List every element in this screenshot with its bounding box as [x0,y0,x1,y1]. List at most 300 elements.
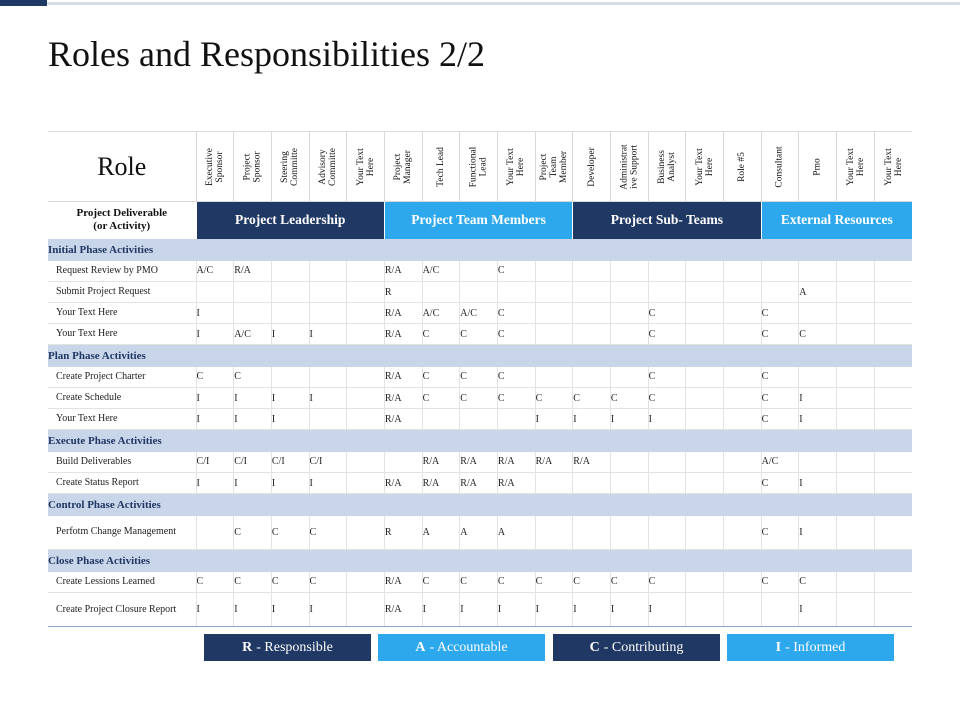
raci-cell: A/C [460,303,498,324]
legend-label: - Responsible [256,639,333,655]
raci-cell [686,367,724,388]
raci-cell: C [234,367,272,388]
role-column-header: Pmo [799,132,837,202]
raci-cell [573,516,611,550]
raci-cell [723,388,761,409]
raci-cell [347,367,385,388]
raci-cell [836,572,874,593]
raci-cell [196,282,234,303]
phase-row [48,239,912,261]
raci-cell: I [271,388,309,409]
raci-cell [573,303,611,324]
raci-cell [460,282,498,303]
raci-cell: I [309,388,347,409]
table-row [48,452,912,473]
raci-cell: I [573,593,611,627]
raci-cell [723,324,761,345]
raci-matrix [48,131,912,627]
role-column-header: Your Text Here [836,132,874,202]
raci-cell [723,282,761,303]
legend-key: C [589,639,600,655]
raci-cell [836,367,874,388]
activity-label: Submit Project Request [48,282,196,303]
raci-cell [460,261,498,282]
activity-label: Create Project Closure Report [48,593,196,627]
raci-cell [610,452,648,473]
raci-cell [347,452,385,473]
raci-cell [723,516,761,550]
role-column-header: Administrat ive Support [610,132,648,202]
activity-label: Request Review by PMO [48,261,196,282]
raci-cell: I [497,593,535,627]
raci-cell: I [196,303,234,324]
raci-cell [648,282,686,303]
raci-cell: R/A [384,572,422,593]
phase-row [48,494,912,516]
raci-cell [799,261,837,282]
table-row [48,367,912,388]
raci-cell [271,282,309,303]
raci-cell: I [535,593,573,627]
raci-cell [723,303,761,324]
raci-cell [723,452,761,473]
raci-cell [610,261,648,282]
raci-cell: R/A [384,409,422,430]
raci-cell [836,473,874,494]
raci-cell [347,388,385,409]
raci-cell: R/A [460,473,498,494]
raci-cell [836,452,874,473]
raci-cell [610,324,648,345]
raci-cell [723,572,761,593]
raci-cell: C [271,572,309,593]
role-column-header: Business Analyst [648,132,686,202]
raci-cell: C [799,324,837,345]
role-column-header: Project Manager [384,132,422,202]
raci-cell [573,324,611,345]
raci-cell: C [497,388,535,409]
raci-cell: R/A [422,473,460,494]
raci-cell [686,388,724,409]
legend-label: - Informed [785,639,846,655]
raci-cell: R/A [384,388,422,409]
raci-cell [309,282,347,303]
raci-cell [874,367,912,388]
legend-key: I [775,639,782,655]
raci-cell: I [799,593,837,627]
raci-cell: R/A [460,452,498,473]
raci-cell: C [761,409,799,430]
phase-row [48,345,912,367]
raci-cell [610,303,648,324]
role-column-header: Your Text Here [874,132,912,202]
raci-cell: I [648,409,686,430]
raci-cell: C [535,388,573,409]
raci-cell [799,452,837,473]
raci-cell [836,409,874,430]
role-column-header: Advisory Committe [309,132,347,202]
activity-label: Create Lessions Learned [48,572,196,593]
raci-cell: A [799,282,837,303]
legend-key: R [242,639,253,655]
raci-cell: I [271,324,309,345]
raci-cell [347,303,385,324]
raci-cell: C [761,367,799,388]
raci-cell: C [497,303,535,324]
raci-cell: C [761,324,799,345]
raci-cell: I [422,593,460,627]
raci-cell [686,409,724,430]
raci-cell: A [460,516,498,550]
raci-cell [347,572,385,593]
raci-cell [610,282,648,303]
raci-cell: C [610,572,648,593]
raci-cell [535,282,573,303]
raci-cell: I [799,409,837,430]
raci-cell [836,516,874,550]
raci-cell: R/A [384,261,422,282]
table-row [48,572,912,593]
raci-cell [836,324,874,345]
activity-label: Your Text Here [48,324,196,345]
raci-cell: C [761,516,799,550]
role-column-header: Project Team Member [535,132,573,202]
raci-cell: I [535,409,573,430]
raci-cell [874,282,912,303]
role-column-header: Functional Lead [460,132,498,202]
raci-cell: I [799,473,837,494]
activity-label: Create Project Charter [48,367,196,388]
raci-cell [686,593,724,627]
raci-cell [686,473,724,494]
group-header: Project Sub- Teams [573,202,761,239]
raci-cell: C [648,572,686,593]
role-header: Role [48,132,196,202]
legend-item [553,634,720,661]
deliverable-header: Project Deliverable (or Activity) [76,207,168,233]
raci-cell: R/A [384,303,422,324]
raci-cell [874,593,912,627]
role-column-header: Steering Committe [271,132,309,202]
raci-cell [686,452,724,473]
activity-label: Create Schedule [48,388,196,409]
raci-cell: R/A [535,452,573,473]
raci-cell [686,261,724,282]
legend-item [204,634,371,661]
raci-cell [422,409,460,430]
phase-label: Plan Phase Activities [48,345,912,367]
raci-cell: R/A [497,452,535,473]
raci-cell: I [271,593,309,627]
raci-cell [723,409,761,430]
raci-cell [610,516,648,550]
raci-cell [836,261,874,282]
raci-cell [384,452,422,473]
raci-cell [573,367,611,388]
raci-cell: C [648,324,686,345]
table-row [48,388,912,409]
raci-cell [723,367,761,388]
raci-cell [648,473,686,494]
table-row [48,324,912,345]
raci-cell: C [271,516,309,550]
raci-cell: C [535,572,573,593]
raci-cell: C [573,572,611,593]
raci-cell: I [309,473,347,494]
role-column-header: Role #5 [723,132,761,202]
top-accent-bar [0,0,47,6]
legend-key: A [415,639,426,655]
raci-cell: C [460,324,498,345]
raci-cell [535,303,573,324]
legend-item [378,634,545,661]
raci-cell [573,473,611,494]
role-column-header: Your Text Here [686,132,724,202]
raci-cell: C/I [271,452,309,473]
raci-cell: C [497,572,535,593]
raci-cell [874,473,912,494]
raci-cell: C [610,388,648,409]
raci-cell: R/A [234,261,272,282]
raci-cell: C [648,303,686,324]
raci-cell: C [309,572,347,593]
raci-cell: C [309,516,347,550]
raci-cell: A/C [761,452,799,473]
raci-cell: I [196,409,234,430]
raci-cell: I [648,593,686,627]
raci-cell: C [497,261,535,282]
raci-cell [874,452,912,473]
raci-cell: I [610,409,648,430]
raci-cell [309,409,347,430]
raci-cell: I [271,473,309,494]
phase-label: Close Phase Activities [48,550,912,572]
raci-cell: C [573,388,611,409]
group-header: External Resources [761,202,912,239]
raci-cell: I [234,409,272,430]
raci-cell [347,409,385,430]
raci-cell: I [573,409,611,430]
raci-cell [836,388,874,409]
raci-cell [422,282,460,303]
table-row [48,303,912,324]
raci-cell [234,282,272,303]
raci-cell: R/A [384,473,422,494]
raci-cell [573,261,611,282]
raci-cell: R/A [573,452,611,473]
role-column-header: Project Sponsor [234,132,272,202]
activity-label: Your Text Here [48,303,196,324]
raci-cell: I [610,593,648,627]
raci-cell [347,473,385,494]
raci-cell: R [384,516,422,550]
raci-cell: I [271,409,309,430]
raci-cell: C [761,572,799,593]
raci-cell [723,473,761,494]
raci-cell [836,282,874,303]
legend-label: - Contributing [603,639,684,655]
raci-cell: A [422,516,460,550]
table-row [48,593,912,627]
raci-cell [874,324,912,345]
raci-cell [347,324,385,345]
raci-cell: A/C [234,324,272,345]
raci-cell [648,452,686,473]
raci-cell: I [799,516,837,550]
raci-cell [723,261,761,282]
raci-cell: R/A [422,452,460,473]
raci-cell [874,516,912,550]
raci-cell [309,303,347,324]
raci-cell [347,516,385,550]
raci-cell: C [799,572,837,593]
raci-cell: R/A [384,324,422,345]
raci-cell: C [422,367,460,388]
role-column-header: Your Text Here [347,132,385,202]
raci-cell [535,516,573,550]
raci-cell [309,261,347,282]
raci-cell: C [761,303,799,324]
raci-cell [874,572,912,593]
raci-cell [271,261,309,282]
raci-cell [535,367,573,388]
raci-cell: R [384,282,422,303]
raci-cell: C [648,367,686,388]
raci-cell [347,593,385,627]
raci-cell: C/I [309,452,347,473]
raci-cell: C/I [196,452,234,473]
table-row [48,473,912,494]
role-column-header: Your Text Here [497,132,535,202]
raci-cell [648,261,686,282]
activity-label: Create Status Report [48,473,196,494]
activity-label: Perfotm Change Management [48,516,196,550]
raci-cell [686,303,724,324]
role-column-header: Tech Lead [422,132,460,202]
raci-cell [347,282,385,303]
raci-cell: R/A [497,473,535,494]
raci-cell [497,282,535,303]
raci-cell [874,409,912,430]
raci-cell [234,303,272,324]
raci-cell: C [761,473,799,494]
raci-cell [610,473,648,494]
raci-cell: C [460,367,498,388]
raci-cell [761,261,799,282]
raci-cell: A/C [196,261,234,282]
raci-cell: C [196,572,234,593]
raci-cell: I [234,388,272,409]
phase-label: Execute Phase Activities [48,430,912,452]
group-header: Project Team Members [384,202,572,239]
raci-cell: C [761,388,799,409]
raci-cell [761,593,799,627]
raci-cell [497,409,535,430]
raci-cell [874,388,912,409]
raci-cell: C [422,388,460,409]
raci-cell [799,367,837,388]
raci-cell [761,282,799,303]
raci-cell [686,516,724,550]
group-header: Project Leadership [196,202,384,239]
raci-cell: C [648,388,686,409]
raci-cell [686,324,724,345]
table-row [48,409,912,430]
raci-cell: I [460,593,498,627]
raci-cell [610,367,648,388]
table-row [48,516,912,550]
phase-label: Control Phase Activities [48,494,912,516]
raci-cell: I [196,388,234,409]
raci-cell: I [196,473,234,494]
raci-cell [309,367,347,388]
raci-cell: A/C [422,303,460,324]
raci-cell [271,367,309,388]
raci-cell [535,261,573,282]
raci-cell [723,593,761,627]
raci-cell: C [460,388,498,409]
activity-label: Build Deliverables [48,452,196,473]
group-header-row [48,202,912,239]
table-row [48,261,912,282]
raci-cell: I [799,388,837,409]
role-column-header: Executive Sponsor [196,132,234,202]
raci-cell: C [497,324,535,345]
raci-cell: I [234,593,272,627]
page-title: Roles and Responsibilities 2/2 [48,34,485,74]
raci-cell: I [309,593,347,627]
raci-cell: C [234,572,272,593]
raci-cell [874,261,912,282]
raci-cell [347,261,385,282]
raci-cell: C [234,516,272,550]
raci-cell [573,282,611,303]
role-header-row [48,132,912,202]
raci-cell [686,282,724,303]
raci-cell: C [196,367,234,388]
activity-label: Your Text Here [48,409,196,430]
top-rule [47,2,960,5]
raci-cell: C [422,572,460,593]
raci-cell [836,593,874,627]
phase-row [48,430,912,452]
phase-label: Initial Phase Activities [48,239,912,261]
raci-cell: R/A [384,593,422,627]
raci-cell [535,324,573,345]
raci-cell: I [196,324,234,345]
raci-cell [271,303,309,324]
raci-cell [836,303,874,324]
role-column-header: Developer [573,132,611,202]
legend-label: - Accountable [429,639,508,655]
raci-cell: A/C [422,261,460,282]
raci-cell: C [460,572,498,593]
role-column-header: Consultant [761,132,799,202]
phase-row [48,550,912,572]
raci-cell: C [422,324,460,345]
raci-cell [648,516,686,550]
raci-cell: I [234,473,272,494]
raci-cell [460,409,498,430]
legend-item [727,634,894,661]
raci-cell [535,473,573,494]
raci-cell: A [497,516,535,550]
raci-cell: C/I [234,452,272,473]
raci-cell [874,303,912,324]
raci-cell: R/A [384,367,422,388]
raci-cell [196,516,234,550]
raci-cell: I [196,593,234,627]
